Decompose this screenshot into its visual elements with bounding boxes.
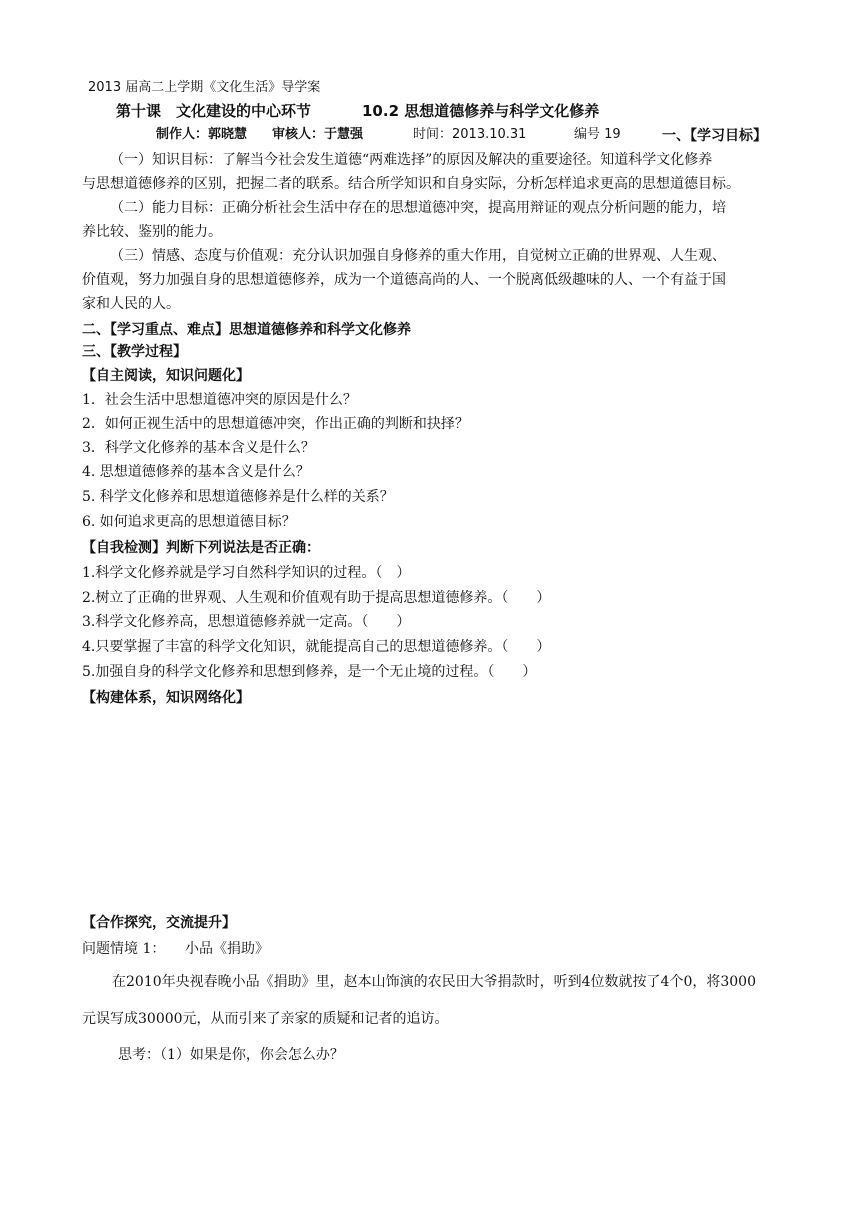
topic-title: 10.2 思想道德修养与科学文化修养 — [362, 102, 600, 120]
subsection-heading: 【合作探究，交流提升】 — [82, 915, 236, 931]
section-heading: 一、【学习目标】 — [662, 128, 767, 144]
subsection-heading: 【自主阅读，知识问题化】 — [82, 368, 250, 384]
scenario-title: 小品《捐助》 — [185, 941, 269, 957]
question-item: 2．如何正视生活中的思想道德冲突，作出正确的判断和抉择？ — [82, 416, 469, 432]
question-item: 6. 如何追求更高的思想道德目标？ — [82, 514, 296, 530]
question-item: 1．社会生活中思想道德冲突的原因是什么？ — [82, 392, 357, 408]
scenario-label: 问题情境 1： — [82, 941, 166, 957]
section-heading: 三、【教学过程】 — [82, 344, 187, 360]
subsection-heading: 【自我检测】判断下列说法是否正确： — [82, 540, 320, 556]
paragraph-line: 在2010年央视春晚小品《捐助》里，赵本山饰演的农民田大爷捐款时，听到4位数就按了4个0，将3000 — [112, 974, 756, 990]
paragraph-line: （一）知识目标：了解当今社会发生道德“两难选择”的原因及解决的重要途径。知道科学文化修养 — [110, 152, 713, 168]
question-item: 3．科学文化修养的基本含义是什么？ — [82, 440, 315, 456]
paragraph-line: （二）能力目标：正确分析社会生活中存在的思想道德冲突，提高用辩证的观点分析问题的能力，培 — [110, 200, 726, 216]
question-item: 5. 科学文化修养和思想道德修养是什么样的关系？ — [82, 489, 394, 505]
judgment-item: 1.科学文化修养就是学习自然科学知识的过程。（ ） — [82, 565, 411, 581]
paragraph-line: 元误写成30000元，从而引来了亲家的质疑和记者的追访。 — [82, 1011, 449, 1027]
paragraph-line: （三）情感、态度与价值观：充分认识加强自身修养的重大作用，自觉树立正确的世界观、人生观、 — [110, 248, 726, 264]
lesson-title: 第十课 文化建设的中心环节 — [116, 102, 312, 120]
author: 制作人：郭晓慧 — [156, 127, 248, 142]
judgment-item: 5.加强自身的科学文化修养和思想到修养，是一个无止境的过程。（ ） — [82, 664, 537, 680]
judgment-item: 2.树立了正确的世界观、人生观和价值观有助于提高思想道德修养。（ ） — [82, 590, 551, 606]
judgment-item: 4.只要掌握了丰富的科学文化知识，就能提高自己的思想道德修养。（ ） — [82, 639, 551, 655]
subsection-heading: 【构建体系，知识网络化】 — [82, 690, 250, 706]
judgment-item: 3.科学文化修养高，思想道德修养就一定高。（ ） — [82, 614, 411, 630]
doc-number: 编号 19 — [574, 127, 621, 142]
reviewer: 审核人：于慧强 — [272, 127, 364, 142]
date: 时间：2013.10.31 — [413, 127, 527, 142]
question-item: 4. 思想道德修养的基本含义是什么？ — [82, 464, 310, 480]
series-title: 2013 届高二上学期《文化生活》导学案 — [88, 80, 321, 95]
paragraph-line: 价值观，努力加强自身的思想道德修养，成为一个道德高尚的人、一个脱离低级趣味的人、一个有益于国 — [82, 272, 726, 288]
paragraph-line: 与思想道德修养的区别，把握二者的联系。结合所学知识和自身实际，分析怎样追求更高的思想道德目标。 — [82, 176, 740, 192]
think-question: 思考：（1）如果是你，你会怎么办？ — [118, 1047, 344, 1063]
paragraph-line: 家和人民的人。 — [82, 296, 180, 312]
paragraph-line: 养比较、鉴别的能力。 — [82, 224, 222, 240]
section-heading: 二、【学习重点、难点】思想道德修养和科学文化修养 — [82, 322, 411, 338]
